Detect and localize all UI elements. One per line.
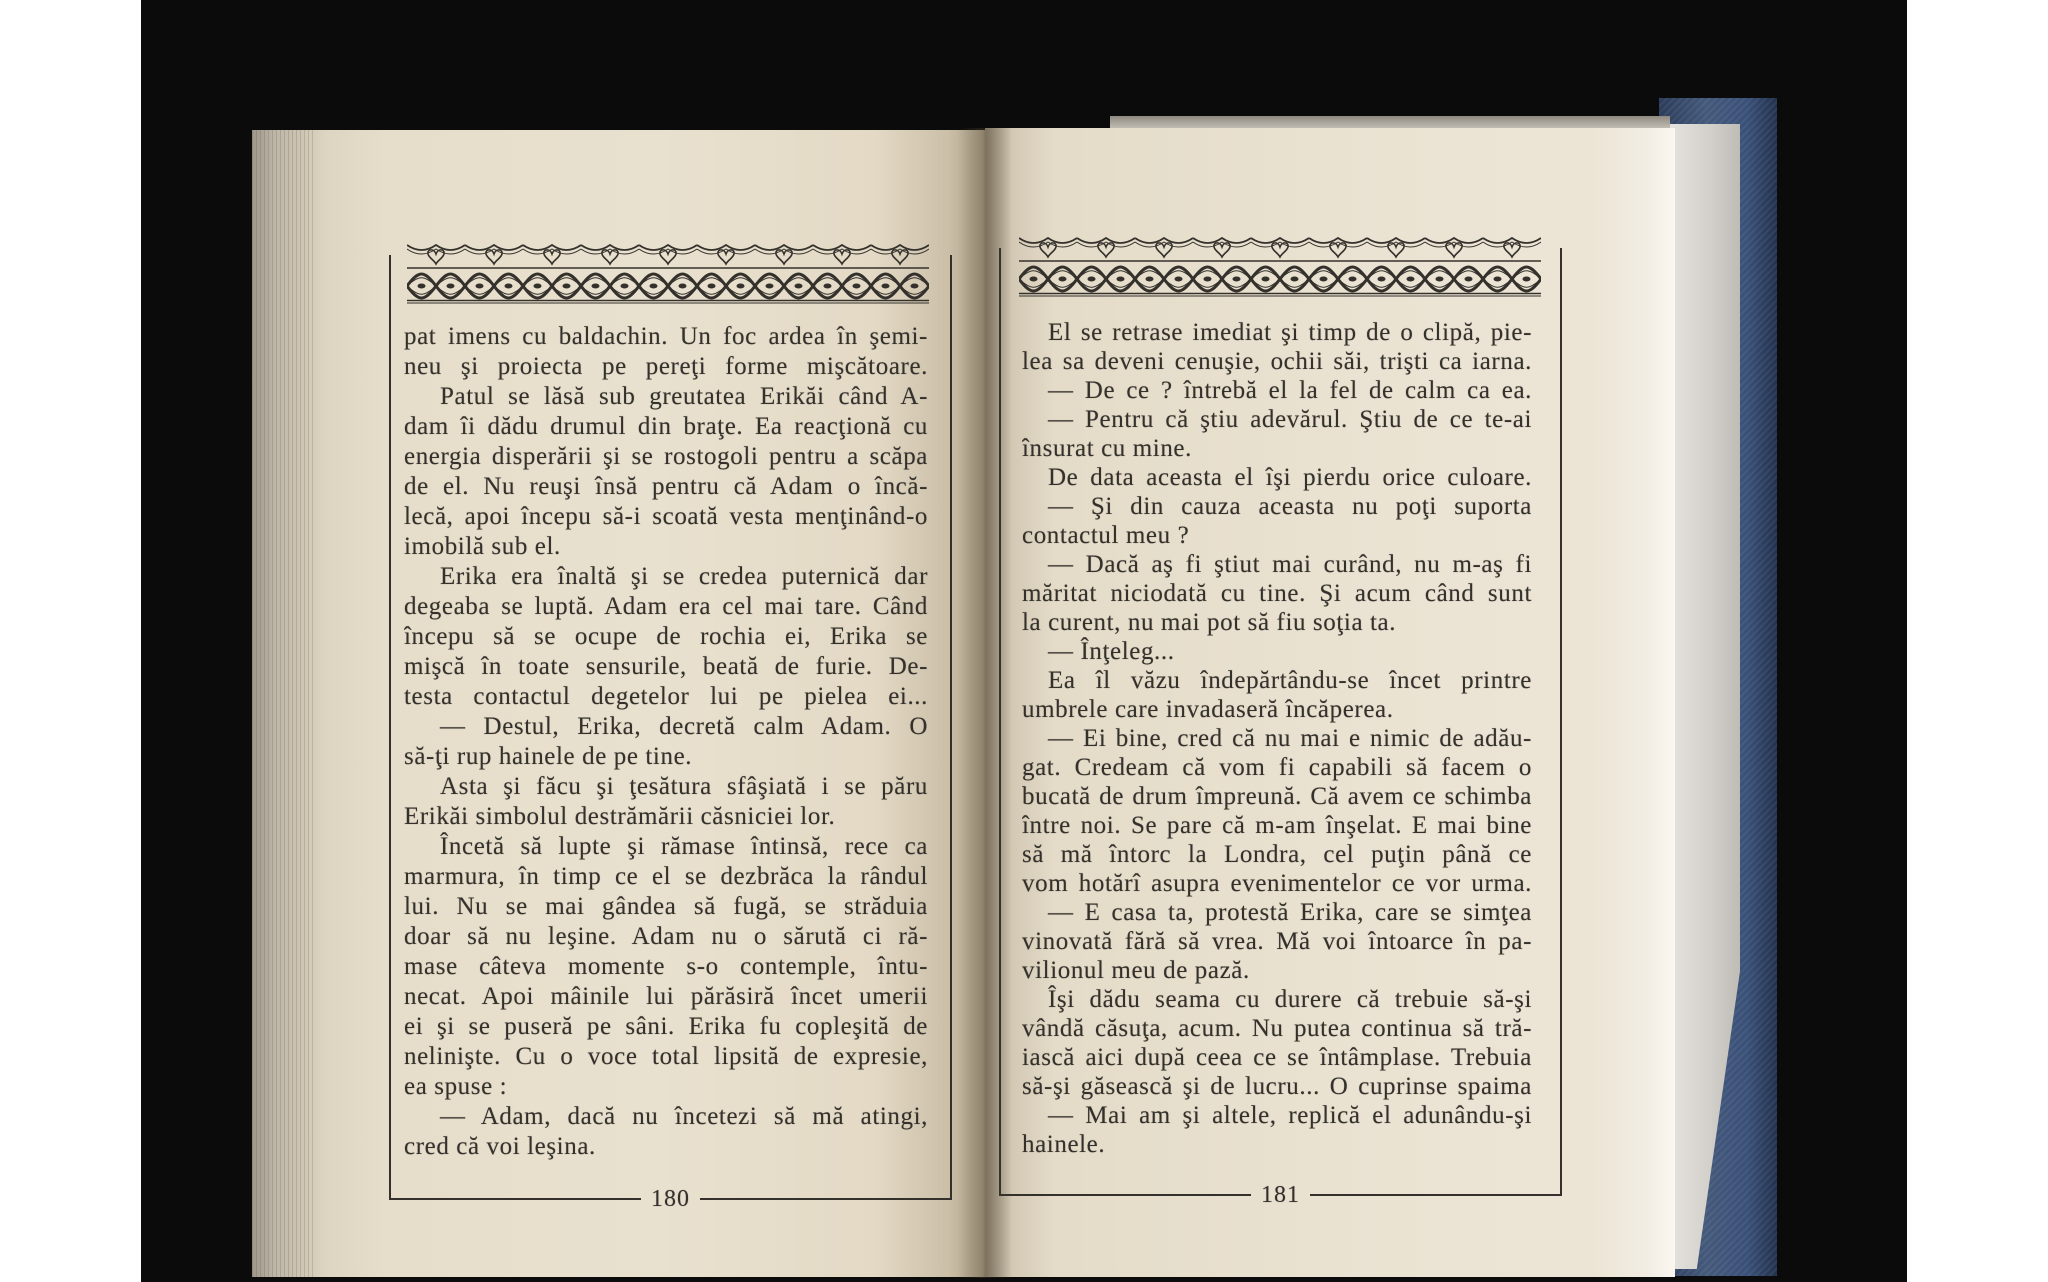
text-line: testa contactul degetelor lui pe pielea ei... bbox=[404, 683, 928, 710]
right-page bbox=[985, 128, 1675, 1277]
text-line: nelinişte. Cu o voce total lipsită de expresie, bbox=[404, 1043, 928, 1070]
footer-rule bbox=[700, 1198, 952, 1200]
text-line: umbrele care invadaseră încăperea. bbox=[1022, 696, 1394, 723]
text-line: — De ce ? întrebă el la fel de calm ca ea. bbox=[1048, 377, 1532, 404]
text-line: Încetă să lupte şi rămase întinsă, rece ca bbox=[440, 833, 928, 860]
text-line: ei şi se puseră pe sâni. Erika fu copleşită de bbox=[404, 1013, 928, 1040]
text-line: să-ţi rup hainele de pe tine. bbox=[404, 743, 693, 770]
text-line: — Pentru că ştiu adevărul. Ştiu de ce te-ai bbox=[1048, 406, 1532, 433]
text-line: măritat niciodată cu tine. Şi acum când sunt bbox=[1022, 580, 1532, 607]
page-number: 181 bbox=[1261, 1182, 1300, 1208]
text-line: bucată de drum împreună. Că avem ce schimba bbox=[1022, 783, 1532, 810]
text-line: la curent, nu mai pot să fiu soţia ta. bbox=[1022, 609, 1397, 636]
text-line: El se retrase imediat şi timp de o clipă, pie- bbox=[1048, 319, 1532, 346]
text-line: contactul meu ? bbox=[1022, 522, 1190, 549]
text-line: degeaba se luptă. Adam era cel mai tare. Când bbox=[404, 593, 928, 620]
text-line: Erikăi simbolul destrămării căsniciei lor. bbox=[404, 803, 836, 830]
page-footer bbox=[389, 1187, 952, 1211]
header-ornament bbox=[1019, 235, 1541, 297]
text-line: de el. Nu reuşi însă pentru că Adam o încă- bbox=[404, 473, 928, 500]
text-line: lecă, apoi începu să-i scoată vesta menţinând-o bbox=[404, 503, 928, 530]
header-ornament bbox=[407, 242, 929, 304]
text-line: neu şi proiecta pe pereţi forme mişcătoare. bbox=[404, 353, 928, 380]
text-line: Îşi dădu seama cu durere că trebuie să-şi bbox=[1048, 986, 1532, 1013]
text-line: — Ei bine, cred că nu mai e nimic de adău- bbox=[1048, 725, 1532, 752]
text-line: vilionul meu de pază. bbox=[1022, 957, 1250, 984]
left-page bbox=[252, 130, 985, 1277]
text-line: însurat cu mine. bbox=[1022, 435, 1192, 462]
text-line: vinovată fără să vrea. Mă voi întoarce în pa- bbox=[1022, 928, 1532, 955]
text-line: Asta şi făcu şi ţesătura sfâşiată i se păru bbox=[440, 773, 928, 800]
text-line: doar să nu leşine. Adam nu o sărută ci ră- bbox=[404, 923, 928, 950]
text-line: mişcă în toate sensurile, beată de furie. De- bbox=[404, 653, 928, 680]
text-line: Ea îl văzu îndepărtându-se încet printre bbox=[1048, 667, 1532, 694]
text-line: — Mai am şi altele, replică el adunându-şi bbox=[1048, 1102, 1532, 1129]
text-line: dam îi dădu drumul din braţe. Ea reacţionă cu bbox=[404, 413, 928, 440]
text-line: — Dacă aş fi ştiut mai curând, nu m-aş fi bbox=[1048, 551, 1532, 578]
text-line: vândă căsuţa, acum. Nu putea continua să tră- bbox=[1022, 1015, 1532, 1042]
page-footer bbox=[999, 1183, 1562, 1207]
footer-rule bbox=[999, 1194, 1251, 1196]
text-line: ea spuse : bbox=[404, 1073, 508, 1100]
text-line: — Şi din cauza aceasta nu poţi suporta bbox=[1048, 493, 1532, 520]
text-line: — Destul, Erika, decretă calm Adam. O bbox=[440, 713, 928, 740]
text-line: mase câteva momente s-o contemple, întu- bbox=[404, 953, 928, 980]
text-line: De data aceasta el îşi pierdu orice culoare. bbox=[1048, 464, 1532, 491]
text-line: lui. Nu se mai gândea să fugă, se străduia bbox=[404, 893, 928, 920]
footer-rule bbox=[1310, 1194, 1562, 1196]
page-number: 180 bbox=[651, 1186, 690, 1212]
text-line: imobilă sub el. bbox=[404, 533, 561, 560]
text-line: pat imens cu baldachin. Un foc ardea în şemi- bbox=[404, 323, 928, 350]
text-line: Erika era înaltă şi se credea puternică dar bbox=[440, 563, 928, 590]
text-line: marmura, în timp ce el se dezbrăca la rândul bbox=[404, 863, 928, 890]
text-line: vom hotărî asupra evenimentelor ce vor urma. bbox=[1022, 870, 1532, 897]
text-line: Patul se lăsă sub greutatea Erikăi când A- bbox=[440, 383, 928, 410]
footer-rule bbox=[389, 1198, 641, 1200]
text-line: cred că voi leşina. bbox=[404, 1133, 596, 1160]
text-line: iască aici după ceea ce se întâmplase. Trebuia bbox=[1022, 1044, 1532, 1071]
text-line: între noi. Se pare că m-am înşelat. E mai bine bbox=[1022, 812, 1532, 839]
text-line: gat. Credeam că vom fi capabili să facem o bbox=[1022, 754, 1532, 781]
text-line: — Adam, dacă nu încetezi să mă atingi, bbox=[440, 1103, 928, 1130]
text-line: energia disperării şi se rostogoli pentru a scăpa bbox=[404, 443, 928, 470]
text-line: lea sa deveni cenuşie, ochii săi, trişti ca iarna. bbox=[1022, 348, 1532, 375]
text-line: — E casa ta, protestă Erika, care se simţea bbox=[1048, 899, 1532, 926]
text-line: începu să se ocupe de rochia ei, Erika se bbox=[404, 623, 928, 650]
page-text bbox=[404, 322, 928, 1162]
page-text bbox=[1022, 318, 1532, 1159]
text-line: necat. Apoi mâinile lui părăsiră încet umerii bbox=[404, 983, 928, 1010]
text-line: hainele. bbox=[1022, 1131, 1106, 1158]
text-line: — Înţeleg... bbox=[1048, 638, 1175, 665]
text-line: să mă întorc la Londra, cel puţin până ce bbox=[1022, 841, 1532, 868]
text-line: să-şi găsească şi de lucru... O cuprinse spaima bbox=[1022, 1073, 1532, 1100]
page-stack-edge bbox=[252, 130, 314, 1277]
